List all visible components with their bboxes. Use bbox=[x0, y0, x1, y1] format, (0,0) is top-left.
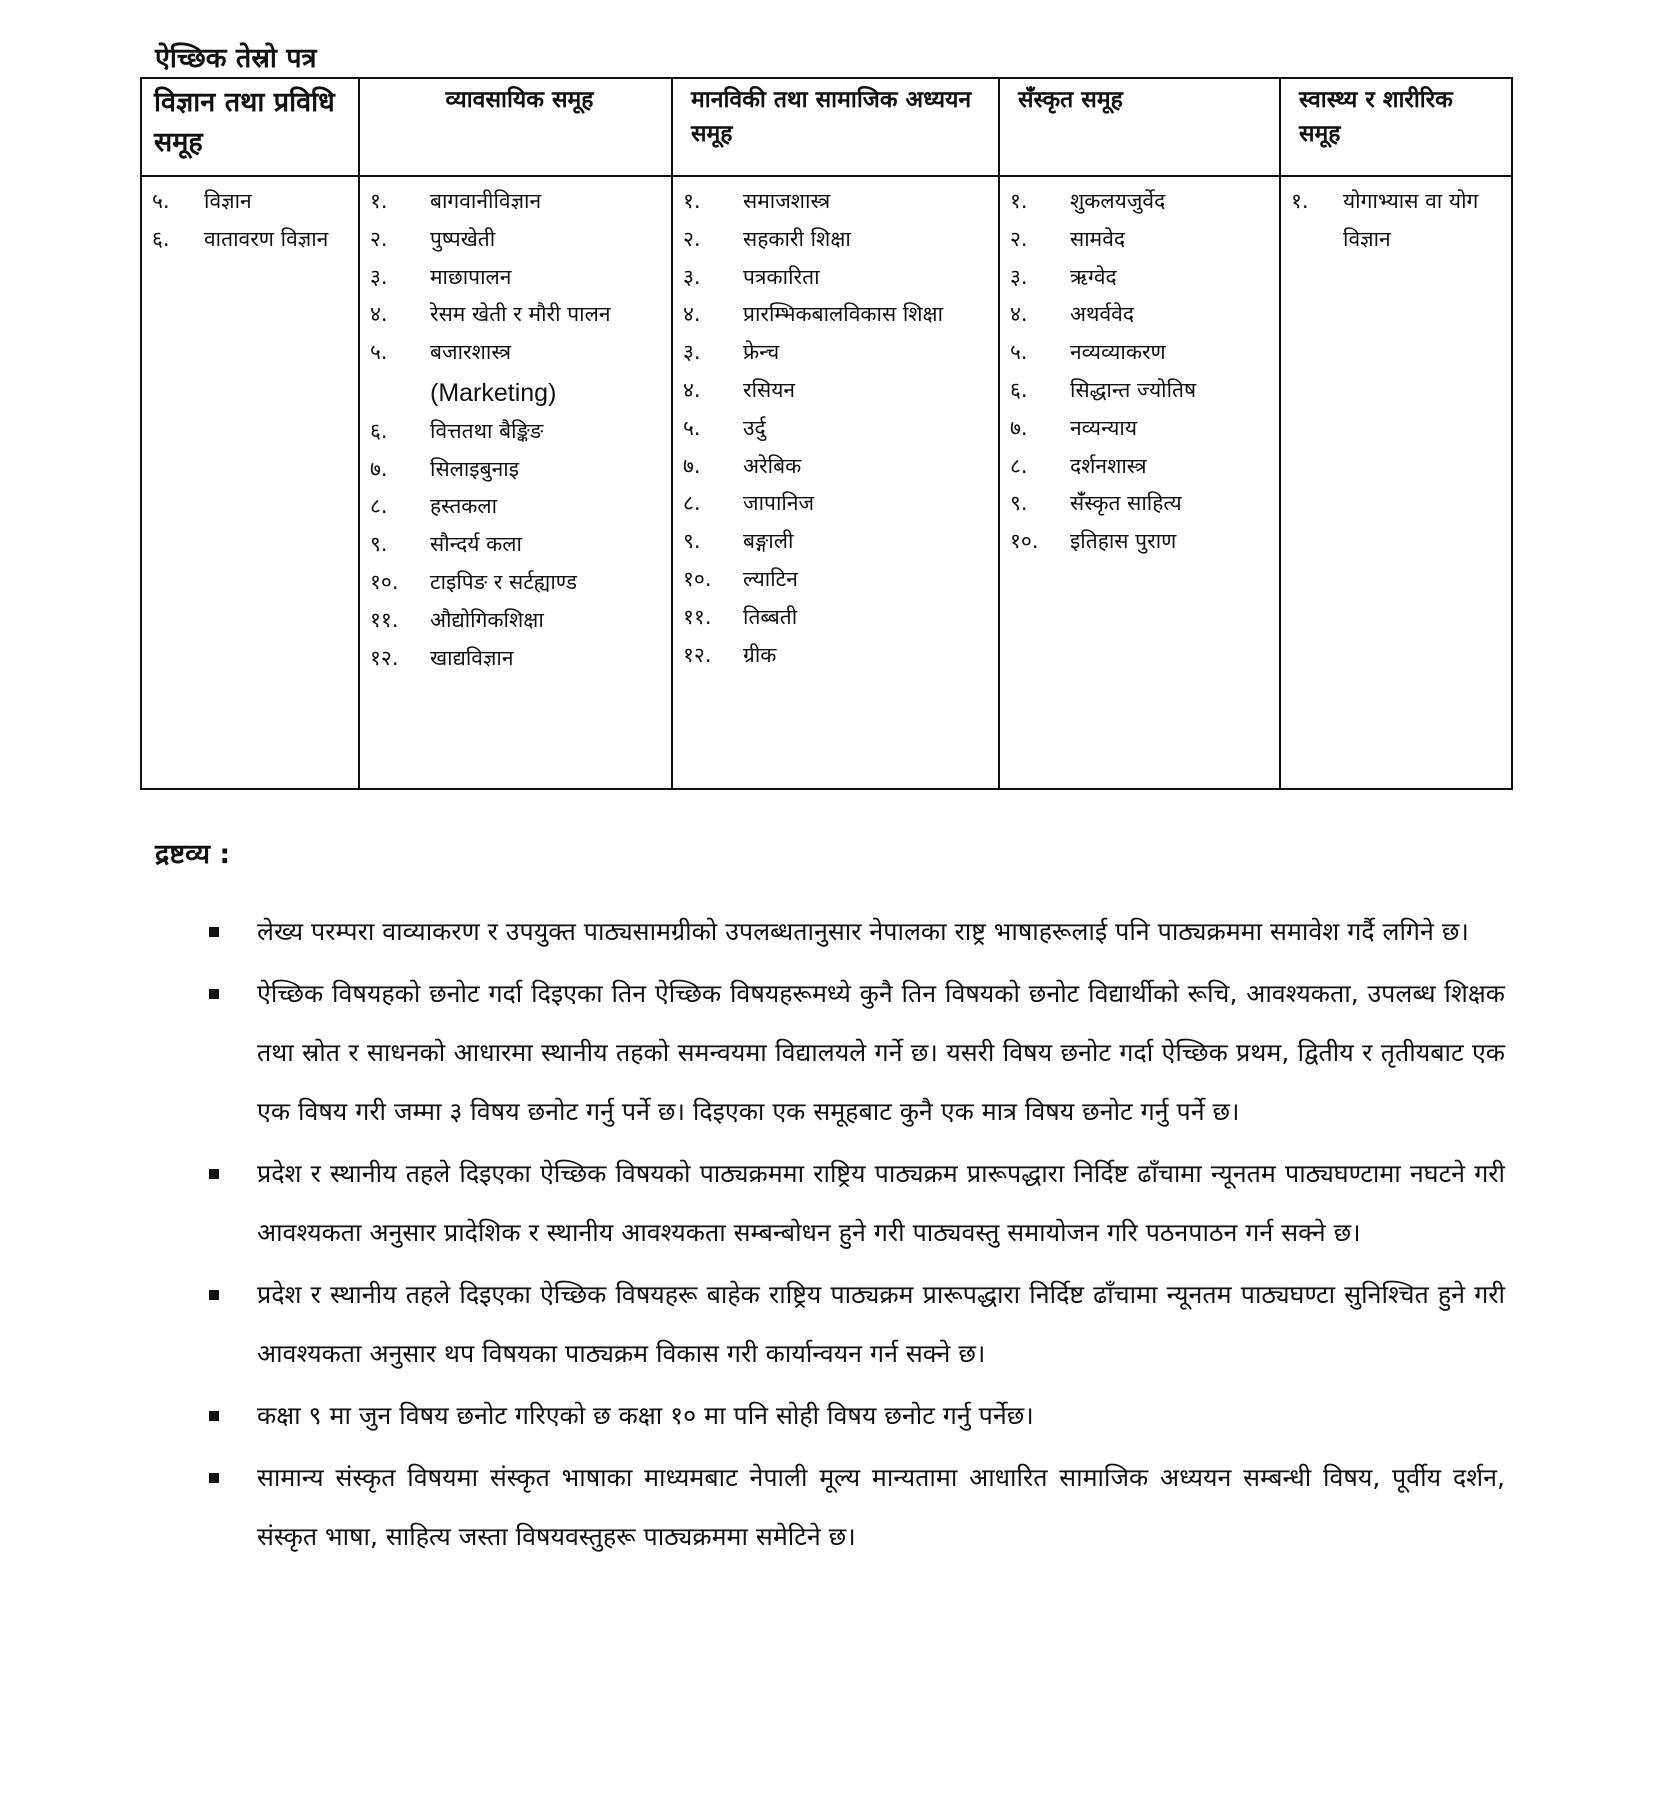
notes-title: द्रष्टव्य : bbox=[155, 839, 231, 870]
header-sanskrit: संँस्कृत समूह bbox=[999, 78, 1280, 176]
list-item bbox=[205, 1448, 1505, 1566]
list-item bbox=[370, 413, 663, 451]
humanities-social-cell bbox=[672, 176, 999, 789]
item-text: रेसम खेती र मौरी पालन bbox=[430, 302, 611, 327]
item-text: योगाभ्यास वा योग विज्ञान bbox=[1343, 189, 1479, 251]
item-number: ८. bbox=[683, 491, 701, 516]
page-heading: ऐच्छिक तेस्रो पत्र bbox=[155, 43, 317, 74]
list-item bbox=[683, 296, 990, 334]
item-text: ल्याटिन bbox=[743, 566, 798, 591]
item-number: ८. bbox=[1010, 453, 1028, 478]
header-science-technology: विज्ञान तथा प्रविधि समूह bbox=[141, 78, 359, 176]
item-number: १०. bbox=[1010, 529, 1039, 554]
list-item bbox=[370, 526, 663, 564]
item-number: २. bbox=[683, 226, 701, 251]
list-item bbox=[1010, 410, 1271, 448]
list-item bbox=[205, 1265, 1505, 1383]
item-number: १. bbox=[1010, 189, 1028, 213]
item-text: दर्शनशास्त्र bbox=[1070, 453, 1147, 478]
square-bullet-icon bbox=[209, 989, 219, 999]
list-item bbox=[370, 183, 663, 221]
item-number: १. bbox=[683, 189, 701, 213]
item-text: समाजशास्त्र bbox=[743, 189, 831, 213]
item-text: तिब्बती bbox=[743, 604, 798, 629]
item-number: ४. bbox=[683, 302, 701, 327]
list-item bbox=[683, 221, 990, 259]
item-text: खाद्यविज्ञान bbox=[430, 645, 514, 670]
square-bullet-icon bbox=[209, 1290, 219, 1300]
item-text: रसियन bbox=[743, 377, 796, 402]
item-number: १०. bbox=[370, 569, 399, 594]
list-item bbox=[370, 602, 663, 640]
item-text: वातावरण विज्ञान bbox=[204, 226, 329, 251]
item-text: ग्रीक bbox=[743, 642, 777, 667]
item-text: प्रारम्भिकबालविकास शिक्षा bbox=[743, 302, 944, 327]
list-item bbox=[205, 902, 1505, 961]
item-number: ८. bbox=[370, 494, 388, 519]
item-number: ५. bbox=[370, 340, 388, 365]
note-text: सामान्य संस्कृत विषयमा संस्कृत भाषाका माध्यमबाट नेपाली मूल्य मान्यतामा आधारित सामाजिक अध्ययन सम्बन्धी विषय, पूर्वीय दर्शन, संस्कृत भाषा, साहित्य जस्ता विषयवस्तुहरू पाठ्यक्रममा समेटिने छ। bbox=[257, 1463, 1505, 1551]
item-number: ११. bbox=[370, 607, 399, 632]
list-item bbox=[370, 488, 663, 526]
item-text: पत्रकारिता bbox=[743, 264, 820, 289]
science-technology-list bbox=[152, 183, 350, 259]
square-bullet-icon bbox=[209, 1473, 219, 1483]
table-body-row bbox=[141, 176, 1512, 789]
header-health-physical: स्वास्थ्य र शारीरिक समूह bbox=[1280, 78, 1512, 176]
item-number: २. bbox=[1010, 226, 1028, 251]
humanities-social-list bbox=[683, 183, 990, 674]
list-item bbox=[683, 372, 990, 410]
health-physical-list bbox=[1291, 183, 1503, 259]
list-item bbox=[683, 599, 990, 637]
square-bullet-icon bbox=[209, 1411, 219, 1421]
item-text: विज्ञान bbox=[204, 189, 252, 213]
item-number: ९. bbox=[370, 532, 388, 557]
item-number: २. bbox=[370, 226, 388, 251]
item-text: बागवानीविज्ञान bbox=[430, 189, 542, 213]
list-item bbox=[683, 561, 990, 599]
item-text: अरेबिक bbox=[743, 453, 802, 478]
note-text: ऐच्छिक विषयहको छनोट गर्दा दिइएका तिन ऐच्छिक विषयहरूमध्ये कुनै तिन विषयको छनोट विद्यार्थीको रूचि, आवश्यकता, उपलब्ध शिक्षक तथा स्रोत र साधनको आधारमा स्थानीय तहको समन्वयमा विद्यालयले गर्ने छ। यसरी विषय छनोट गर्दा ऐच्छिक प्रथम, द्वितीय र तृतीयबाट एक एक विषय गरी जम्मा ३ विषय छनोट गर्नु पर्ने छ। दिइएका एक समूहबाट कुनै एक मात्र विषय छनोट गर्नु पर्ने छ। bbox=[257, 979, 1505, 1126]
item-number: ५. bbox=[1010, 340, 1028, 365]
item-text: इतिहास पुराण bbox=[1070, 529, 1177, 554]
item-text: सिद्धान्त ज्योतिष bbox=[1070, 377, 1197, 402]
list-item bbox=[1291, 183, 1503, 259]
list-item bbox=[370, 564, 663, 602]
item-number: ७. bbox=[1010, 415, 1028, 440]
list-item bbox=[370, 334, 663, 413]
optional-subjects-table bbox=[140, 77, 1513, 790]
list-item bbox=[370, 296, 663, 334]
list-item bbox=[1010, 448, 1271, 486]
item-text: उर्दु bbox=[743, 415, 766, 440]
item-number: ५. bbox=[683, 415, 701, 440]
header-humanities-social: मानविकी तथा सामाजिक अध्ययन समूह bbox=[672, 78, 999, 176]
health-physical-cell bbox=[1280, 176, 1512, 789]
list-item bbox=[683, 183, 990, 221]
list-item bbox=[683, 485, 990, 523]
list-item bbox=[370, 259, 663, 297]
list-item bbox=[683, 637, 990, 675]
item-number: ७. bbox=[370, 456, 388, 481]
list-item bbox=[683, 410, 990, 448]
item-text: बङ्गाली bbox=[743, 529, 794, 554]
item-number: ११. bbox=[683, 604, 712, 629]
item-text: हस्तकला bbox=[430, 494, 498, 519]
item-number: ३. bbox=[683, 264, 701, 289]
square-bullet-icon bbox=[209, 1169, 219, 1179]
item-number: ३. bbox=[1010, 264, 1028, 289]
list-item bbox=[152, 221, 350, 259]
item-number: १०. bbox=[683, 566, 712, 591]
item-text: पुष्पखेती bbox=[430, 226, 496, 251]
item-number: ९. bbox=[683, 529, 701, 554]
item-number: ६. bbox=[152, 226, 170, 251]
notes-list bbox=[205, 902, 1505, 1569]
header-vocational: व्यावसायिक समूह bbox=[359, 78, 672, 176]
item-text: नव्यन्याय bbox=[1070, 415, 1138, 440]
item-text: फ्रेन्च bbox=[743, 340, 780, 365]
item-number: ३. bbox=[683, 340, 701, 365]
item-number: ७. bbox=[683, 453, 701, 478]
sanskrit-cell bbox=[999, 176, 1280, 789]
item-text: बजारशास्त्र bbox=[430, 340, 512, 365]
table-header-row bbox=[141, 78, 1512, 176]
list-item bbox=[683, 523, 990, 561]
item-text: ऋग्वेद bbox=[1070, 264, 1117, 289]
list-item bbox=[1010, 259, 1271, 297]
vocational-list bbox=[370, 183, 663, 677]
item-number: १. bbox=[370, 189, 388, 213]
item-number: ४. bbox=[1010, 302, 1028, 327]
item-number: ९. bbox=[1010, 491, 1028, 516]
item-text: अथर्ववेद bbox=[1070, 302, 1134, 327]
list-item bbox=[1010, 221, 1271, 259]
item-text: शुकलयजुर्वेद bbox=[1070, 189, 1166, 213]
list-item bbox=[370, 451, 663, 489]
item-text: औद्योगिकशिक्षा bbox=[430, 607, 544, 632]
square-bullet-icon bbox=[209, 927, 219, 937]
science-technology-cell bbox=[141, 176, 359, 789]
item-text: सामवेद bbox=[1070, 226, 1126, 251]
list-item bbox=[370, 221, 663, 259]
item-number: ४. bbox=[683, 377, 701, 402]
item-number: १२. bbox=[370, 645, 399, 670]
vocational-cell bbox=[359, 176, 672, 789]
item-text: टाइपिङ र सर्टह्याण्ड bbox=[430, 569, 577, 594]
item-text: सौन्दर्य कला bbox=[430, 532, 522, 557]
item-number: १. bbox=[1291, 189, 1309, 213]
list-item bbox=[1010, 523, 1271, 561]
list-item bbox=[205, 964, 1505, 1141]
sanskrit-list bbox=[1010, 183, 1271, 561]
list-item bbox=[1010, 334, 1271, 372]
list-item bbox=[1010, 485, 1271, 523]
item-text: जापानिज bbox=[743, 491, 815, 516]
item-note: (Marketing) bbox=[430, 378, 557, 407]
item-number: ३. bbox=[370, 264, 388, 289]
item-text: वित्ततथा बैङ्किङ bbox=[430, 418, 544, 443]
item-number: ६. bbox=[370, 418, 388, 443]
list-item bbox=[683, 334, 990, 372]
item-number: ५. bbox=[152, 189, 170, 213]
note-text: लेख्य परम्परा वाव्याकरण र उपयुक्त पाठ्यसामग्रीको उपलब्धतानुसार नेपालका राष्ट्र भाषाहरूलाई पनि पाठ्यक्रममा समावेश गर्दै लगिने छ। bbox=[257, 917, 1469, 946]
item-text: माछापालन bbox=[430, 264, 512, 289]
note-text: कक्षा ९ मा जुन विषय छनोट गरिएको छ कक्षा १० मा पनि सोही विषय छनोट गर्नु पर्नेछ। bbox=[257, 1401, 1034, 1430]
note-text: प्रदेश र स्थानीय तहले दिइएका ऐच्छिक विषयको पाठ्यक्रममा राष्ट्रिय पाठ्यक्रम प्रारूपद्धारा निर्दिष्ट ढाँचामा न्यूनतम पाठ्यघण्टामा नघटने गरी आवश्यकता अनुसार प्रादेशिक र स्थानीय आवश्यकता सम्बन्बोधन हुने गरी पाठ्यवस्तु समायोजन गरि पठनपाठन गर्न सक्ने छ। bbox=[257, 1159, 1505, 1247]
list-item bbox=[152, 183, 350, 221]
list-item bbox=[205, 1144, 1505, 1262]
list-item bbox=[683, 259, 990, 297]
item-number: ६. bbox=[1010, 377, 1028, 402]
item-text: सहकारी शिक्षा bbox=[743, 226, 851, 251]
item-text: सिलाइबुनाइ bbox=[430, 456, 520, 481]
list-item bbox=[205, 1386, 1505, 1445]
note-text: प्रदेश र स्थानीय तहले दिइएका ऐच्छिक विषयहरू बाहेक राष्ट्रिय पाठ्यक्रम प्रारूपद्धारा निर्दिष्ट ढाँचामा न्यूनतम पाठ्यघण्टा सुनिश्चित हुने गरी आवश्यकता अनुसार थप विषयका पाठ्यक्रम विकास गरी कार्यान्वयन गर्न सक्ने छ। bbox=[257, 1280, 1505, 1368]
item-number: ४. bbox=[370, 302, 388, 327]
list-item bbox=[1010, 296, 1271, 334]
list-item bbox=[370, 640, 663, 678]
item-text: संँस्कृत साहित्य bbox=[1070, 491, 1182, 516]
list-item bbox=[1010, 183, 1271, 221]
item-text: नव्यव्याकरण bbox=[1070, 340, 1166, 365]
item-number: १२. bbox=[683, 642, 712, 667]
list-item bbox=[683, 448, 990, 486]
list-item bbox=[1010, 372, 1271, 410]
